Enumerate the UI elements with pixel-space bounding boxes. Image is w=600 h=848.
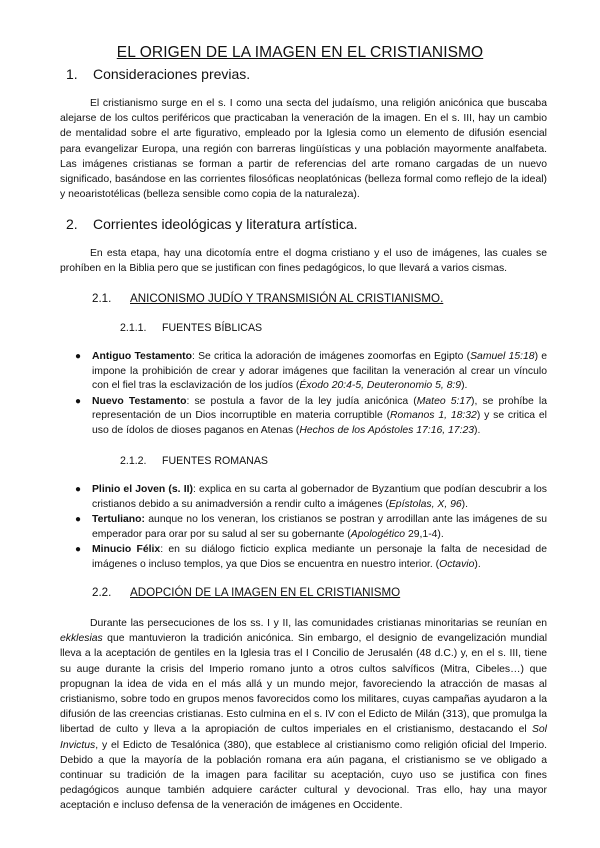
bullet-icon: ● <box>75 514 82 526</box>
subsection-title: FUENTES BÍBLICAS <box>162 322 263 334</box>
list-item <box>60 483 547 512</box>
list-item <box>60 513 547 542</box>
item-reference: Romanos 1, 18:32 <box>390 410 477 422</box>
bullet-icon: ● <box>75 544 82 556</box>
subsection-title: FUENTES ROMANAS <box>162 455 268 467</box>
item-text: : Se critica la adoración de imágenes zoomorfas en Egipto ( <box>192 351 471 362</box>
subsection-title: ANICONISMO JUDÍO Y TRANSMISIÓN AL CRISTIANISMO. <box>130 292 444 305</box>
subsection-2-2-paragraph <box>60 616 547 814</box>
list-item <box>60 395 547 439</box>
item-text: ), se prohíbe la representación de un Dios incorruptible en materia corruptible ( <box>92 395 548 422</box>
paragraph-text: Durante las persecuciones de los ss. I y II, las comunidades cristianas minoritarias se reunían en <box>90 618 547 629</box>
item-text: ). <box>474 558 481 570</box>
item-term: Antiguo Testamento <box>92 351 192 362</box>
item-text: ). <box>461 380 468 392</box>
paragraph-emphasis: Sol Invictus <box>60 724 547 751</box>
section-number: 2. <box>66 216 78 232</box>
list-item <box>60 543 547 572</box>
section-1-paragraph: El cristianismo surge en el s. I como una secta del judaísmo, una religión anicónica que buscaba alejarse de los cultos periféricos que practicaban la veneración de la imagen. En el s. III, hay un cambio de mentalidad sobre el arte figurativo, empleado por la Iglesia como un elemento de difusión esencial para evangelizar Europa, una región con barreras lingüísticas y una población mayormente analfabeta. Las imágenes cristianas se forman a partir de referencias del arte romano cargadas de un nuevo significado, basándose en las corrientes filosóficas neoplatónicas (belleza formal como reflejo de la ideal) y neoaristotélicas (belleza sensible como copia de la naturaleza). <box>60 98 547 201</box>
section-2-paragraph: En esta etapa, hay una dicotomía entre el dogma cristiano y el uso de imágenes, las cuales se prohíben en la Biblia pero que se justifican con fines pedagógicos, lo que llevará a varios cismas. <box>60 248 547 275</box>
paragraph-emphasis: ekklesias <box>60 633 103 645</box>
item-text: : en su diálogo ficticio explica mediante un personaje la falta de necesidad de imágenes o incluso templos, ya que Dios se encuentra en nuestro interior. ( <box>92 544 547 570</box>
item-term: Nuevo Testamento <box>92 395 187 407</box>
item-reference: Samuel 15:18 <box>470 351 535 362</box>
subsection-number: 2.1. <box>92 292 112 305</box>
item-term: Plinio el Joven (s. II) <box>92 484 193 495</box>
item-text: ). <box>474 424 481 436</box>
subsection-number: 2.1.2. <box>120 455 147 467</box>
item-text: : explica en su carta al gobernador de Byzantium que podían descubrir a los cristianos debido a su animadversión a rendir culto a imágenes ( <box>92 484 548 510</box>
subsection-number: 2.1.1. <box>120 322 147 334</box>
section-title: Consideraciones previas. <box>93 66 251 82</box>
subsection-2-1-heading <box>92 292 443 305</box>
item-term: Tertuliano: <box>92 514 145 526</box>
subsection-number: 2.2. <box>92 586 112 599</box>
subsection-2-2-heading <box>92 586 400 599</box>
list-item <box>60 350 547 394</box>
page-title: EL ORIGEN DE LA IMAGEN EN EL CRISTIANISMO <box>116 44 484 61</box>
item-text: aunque no los veneran, los cristianos se postran y arrodillan ante las imágenes de su emperador para orar por su salud al ser su gobernante ( <box>92 514 547 540</box>
item-text: 29,1-4). <box>405 528 444 540</box>
item-text: ) e impone la prohibición de crear y adorar imágenes que facilitan la veneración al crear un vínculo con el fiel tras la esclavización de los judíos ( <box>92 351 548 392</box>
section-2-heading <box>66 216 358 232</box>
paragraph-text: , y el Edicto de Tesalónica (380), que establece al cristianismo como religión oficial del Imperio. Debido a que la mayoría de la población romana era aún pagana, el cristianismo se ve obligado a continuar su tradición de la imagen para facilitar su aceptación, cuyo uso se justifica con fines pedagógicos aunque también adquiere carácter cultural y devocional. Tras ello, hay una mayor aceptación e incluso defensa de la veneración de imágenes en Occidente. <box>60 739 547 812</box>
subsection-2-1-1-heading <box>120 322 262 334</box>
item-term: Minucio Félix <box>92 544 161 556</box>
section-number: 1. <box>66 66 78 82</box>
paragraph-text: que mantuvieron la tradición anicónica. Sin embargo, el designio de evangelización mundial lleva a la aceptación de gentiles en la Iglesia tras el I Concilio de Jerusalén (48 d.C.) y, en el s. III, tiene su auge durante la crisis del Imperio romano junto a otros cultos salvíficos (Mitra, Cibeles…) que propugnan la idea de vida en el más allá y un mundo mejor, favoreciendo la atracción de masas al cristianismo, sobre todo en grupos menos favorecidos como los militares, cuyas campañas ayudaron a la difusión de las creencias cristianas. Esto culmina en el s. IV con el Edicto de Milán (313), que promulga la libertad de culto y lleva a la apropiación de cultos imperiales en el cristianismo, destacando el <box>60 633 547 736</box>
bullet-icon: ● <box>75 484 82 495</box>
item-text: ) y se critica el uso de ídolos de dioses paganos en Atenas ( <box>92 410 547 436</box>
item-text: : se postula a favor de la ley judía anicónica ( <box>186 395 417 407</box>
item-reference: Mateo 5:17 <box>416 395 471 407</box>
biblical-sources-list <box>60 350 547 440</box>
section-title: Corrientes ideológicas y literatura artística. <box>93 216 358 232</box>
item-reference: Éxodo 20:4-5, Deuteronomio 5, 8:9 <box>299 380 462 392</box>
section-1-heading <box>66 66 250 82</box>
subsection-title: ADOPCIÓN DE LA IMAGEN EN EL CRISTIANISMO <box>130 586 401 599</box>
roman-sources-list <box>60 483 547 574</box>
item-reference: Octavio <box>439 558 475 570</box>
item-reference: Apologético <box>350 528 406 540</box>
bullet-icon: ● <box>75 351 82 362</box>
bullet-icon: ● <box>75 395 82 407</box>
item-reference: Epístolas, X, 96 <box>388 498 462 510</box>
subsection-2-1-2-heading <box>120 455 268 467</box>
item-reference: Hechos de los Apóstoles 17:16, 17:23 <box>299 424 475 436</box>
item-text: ). <box>461 498 469 510</box>
